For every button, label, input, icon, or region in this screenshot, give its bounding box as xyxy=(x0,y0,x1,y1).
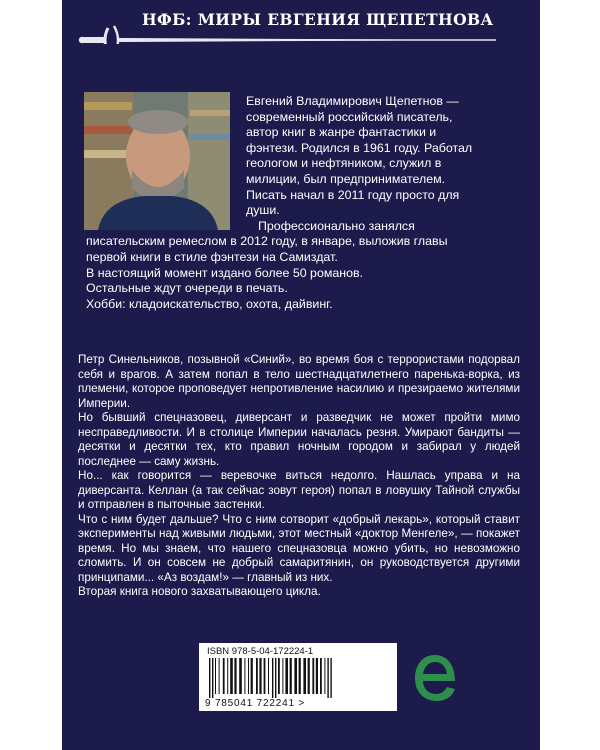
bio-line: Евгений Владимирович Щепетнов — xyxy=(246,94,459,108)
barcode-bar xyxy=(223,658,225,694)
barcode-bar xyxy=(264,658,266,694)
barcode-digits: 9 785041 722241 > xyxy=(205,698,306,709)
barcode-icon xyxy=(205,658,391,698)
bio-line: современный российский писатель, xyxy=(246,109,453,124)
bio-line: Писать начал в 2011 году просто для xyxy=(246,187,460,202)
barcode-bar xyxy=(303,658,306,694)
barcode-bar xyxy=(227,658,228,694)
bio-line: геологом и нефтяником, служил в xyxy=(246,156,442,171)
barcode-bar xyxy=(259,658,261,694)
bio-line: В настоящий момент издано более 50 романов. xyxy=(86,265,364,280)
barcode-bar xyxy=(312,658,314,694)
barcode-bar xyxy=(239,658,242,694)
description-paragraph: Но... как говорится — веревочке виться недолго. Нашлась управа и на диверсанта. Келлан (а так сейчас зовут героя) попал в ловушку Тайной службы и отправлен в пыточные застенки. xyxy=(78,469,520,511)
barcode-bar xyxy=(212,658,213,698)
isbn-text: ISBN 978-5-04-172224-1 xyxy=(207,646,314,657)
description-paragraph: Вторая книга нового захватывающего цикла. xyxy=(78,585,321,598)
barcode-bar xyxy=(230,658,233,694)
barcode-bar xyxy=(234,658,236,694)
barcode-bar xyxy=(282,658,283,694)
barcode-bar xyxy=(215,658,216,694)
description-paragraph: Что с ним будет дальше? Что с ним сотворит «добрый лекарь», который ставит эксперименты над живыми людьми, этот местный «доктор Менгеле», — покажет время. Но мы знаем, что нашего спецназовца можно убить, но невозможно сломить. И он совсем не добрый самаритянин, он руководствуется другими принципами... «Аз воздам!» — главный из них. xyxy=(78,512,520,584)
barcode-bar xyxy=(268,658,269,694)
barcode-bar xyxy=(320,658,322,694)
bio-line: милиции, был предпринимателем. xyxy=(246,171,446,186)
barcode-bar xyxy=(299,658,301,694)
series-title: НФБ: МИРЫ ЕВГЕНИЯ ЩЕПЕТНОВА xyxy=(142,10,494,29)
bio-line: первой книги в стиле фэнтези на Самиздат. xyxy=(86,249,338,264)
bio-line: Хобби: кладоискательство, охота, дайвинг. xyxy=(86,296,333,311)
bio-line: души. xyxy=(246,203,280,218)
barcode-bar xyxy=(278,658,280,694)
barcode-bar xyxy=(209,658,210,698)
bio-line: писательским ремеслом в 2012 году, в январе, выложив главы xyxy=(86,234,448,249)
barcode-bar xyxy=(290,658,292,694)
barcode-bar xyxy=(272,658,273,698)
barcode-bar xyxy=(324,658,325,694)
barcode-box xyxy=(199,643,397,711)
bio-line: Профессионально занялся xyxy=(258,218,415,233)
barcode-bar xyxy=(244,658,245,694)
barcode-bar xyxy=(256,658,258,694)
bio-line: Остальные ждут очереди в печать. xyxy=(86,281,288,296)
barcode-bar xyxy=(330,658,331,698)
description-paragraph: Петр Синельников, позывной «Синий», во время боя с террористами подорвал себя и врагов. А затем попал в тело шестнадцатилетнего паренька-ворка, из племени, которое проповедует непротивление насилию и презираемо жителями Империи. xyxy=(78,353,520,410)
eksmo-logo-icon xyxy=(413,651,457,705)
book-back-cover xyxy=(62,0,540,750)
book-description xyxy=(78,353,520,600)
barcode-bar xyxy=(285,658,288,694)
barcode-bar xyxy=(308,658,310,694)
barcode-bar xyxy=(248,658,249,694)
author-bio xyxy=(86,94,506,312)
barcode-bar xyxy=(251,658,253,694)
description-paragraph: Но бывший спецназовец, диверсант и разведчик не может пройти мимо несправедливости. И в столице Империи началась резня. Умирают бандиты — десятки и десятки тех, кто правил ночным городом и забирал у людей последнее — саму жизнь. xyxy=(78,411,520,468)
bio-line: автор книг в жанре фантастики и xyxy=(246,125,437,140)
barcode-bar xyxy=(294,658,297,694)
bio-line: фэнтези. Родился в 1961 году. Работал xyxy=(246,140,473,155)
barcode-bar xyxy=(327,658,328,698)
barcode-bar xyxy=(219,658,220,694)
barcode-bar xyxy=(275,658,276,698)
barcode-bar xyxy=(316,658,318,694)
